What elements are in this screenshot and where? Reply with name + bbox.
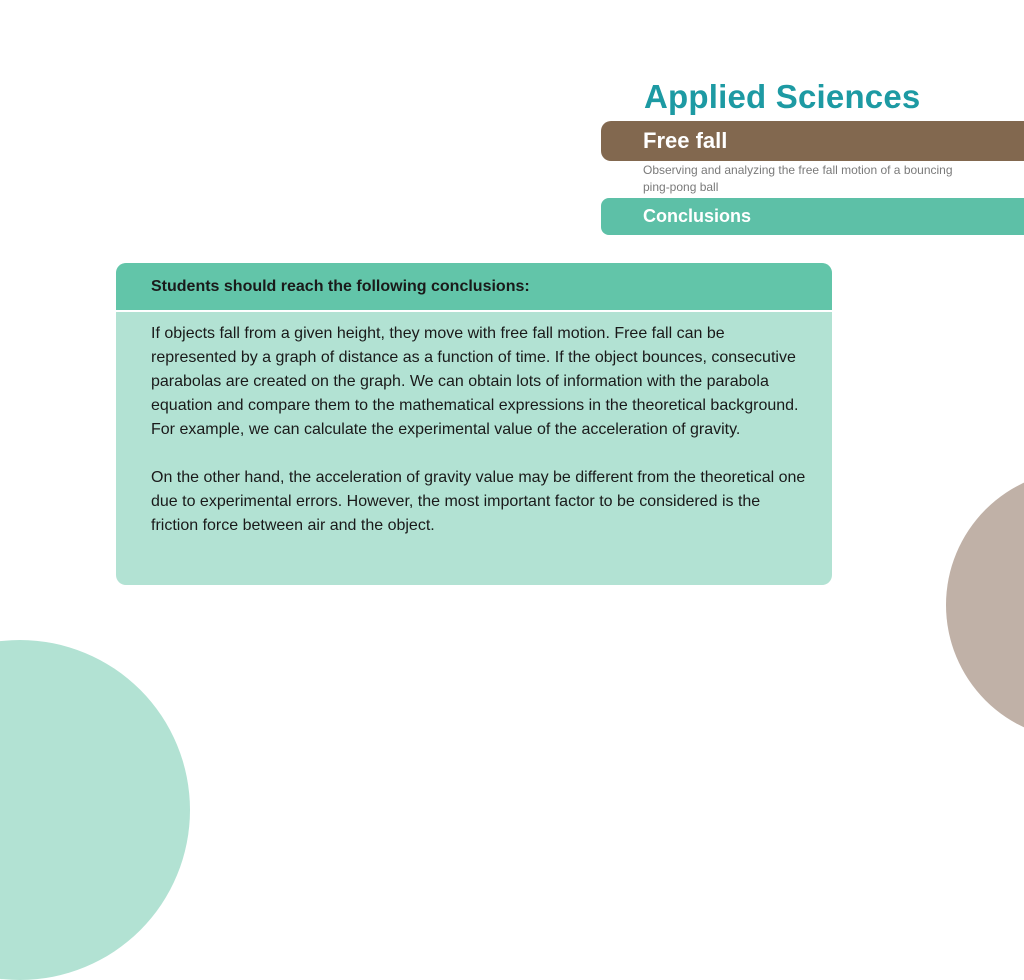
- brand-title: Applied Sciences: [644, 78, 921, 115]
- topic-bar: [601, 121, 1024, 161]
- decorative-circle-right: [946, 470, 1024, 740]
- section-title: Conclusions: [643, 206, 752, 226]
- card-body: [116, 312, 832, 538]
- topic-subtitle: Observing and analyzing the free fall motion of a bouncing ping-pong ball: [643, 163, 953, 194]
- section-bar: [601, 198, 1024, 235]
- conclusions-card: [116, 263, 832, 585]
- card-heading: Students should reach the following conclusions:: [151, 277, 530, 295]
- conclusion-paragraph-2: On the other hand, the acceleration of gravity value may be different from the theoretical one due to experimental errors. However, the most important factor to be considered is the friction force between air and the object.: [151, 469, 806, 534]
- decorative-circle-bottom-left: [0, 640, 190, 980]
- conclusion-paragraph-1: If objects fall from a given height, they move with free fall motion. Free fall can be represented by a graph of distance as a function of time. If the object bounces, consecutive parabolas are created on the graph. We can obtain lots of information with the parabola equation and compare them to the mathematical expressions in the theoretical background. For example, we can calculate the experimental value of the acceleration of gravity.: [151, 325, 799, 438]
- topic-title: Free fall: [643, 128, 728, 153]
- card-header: [116, 263, 832, 312]
